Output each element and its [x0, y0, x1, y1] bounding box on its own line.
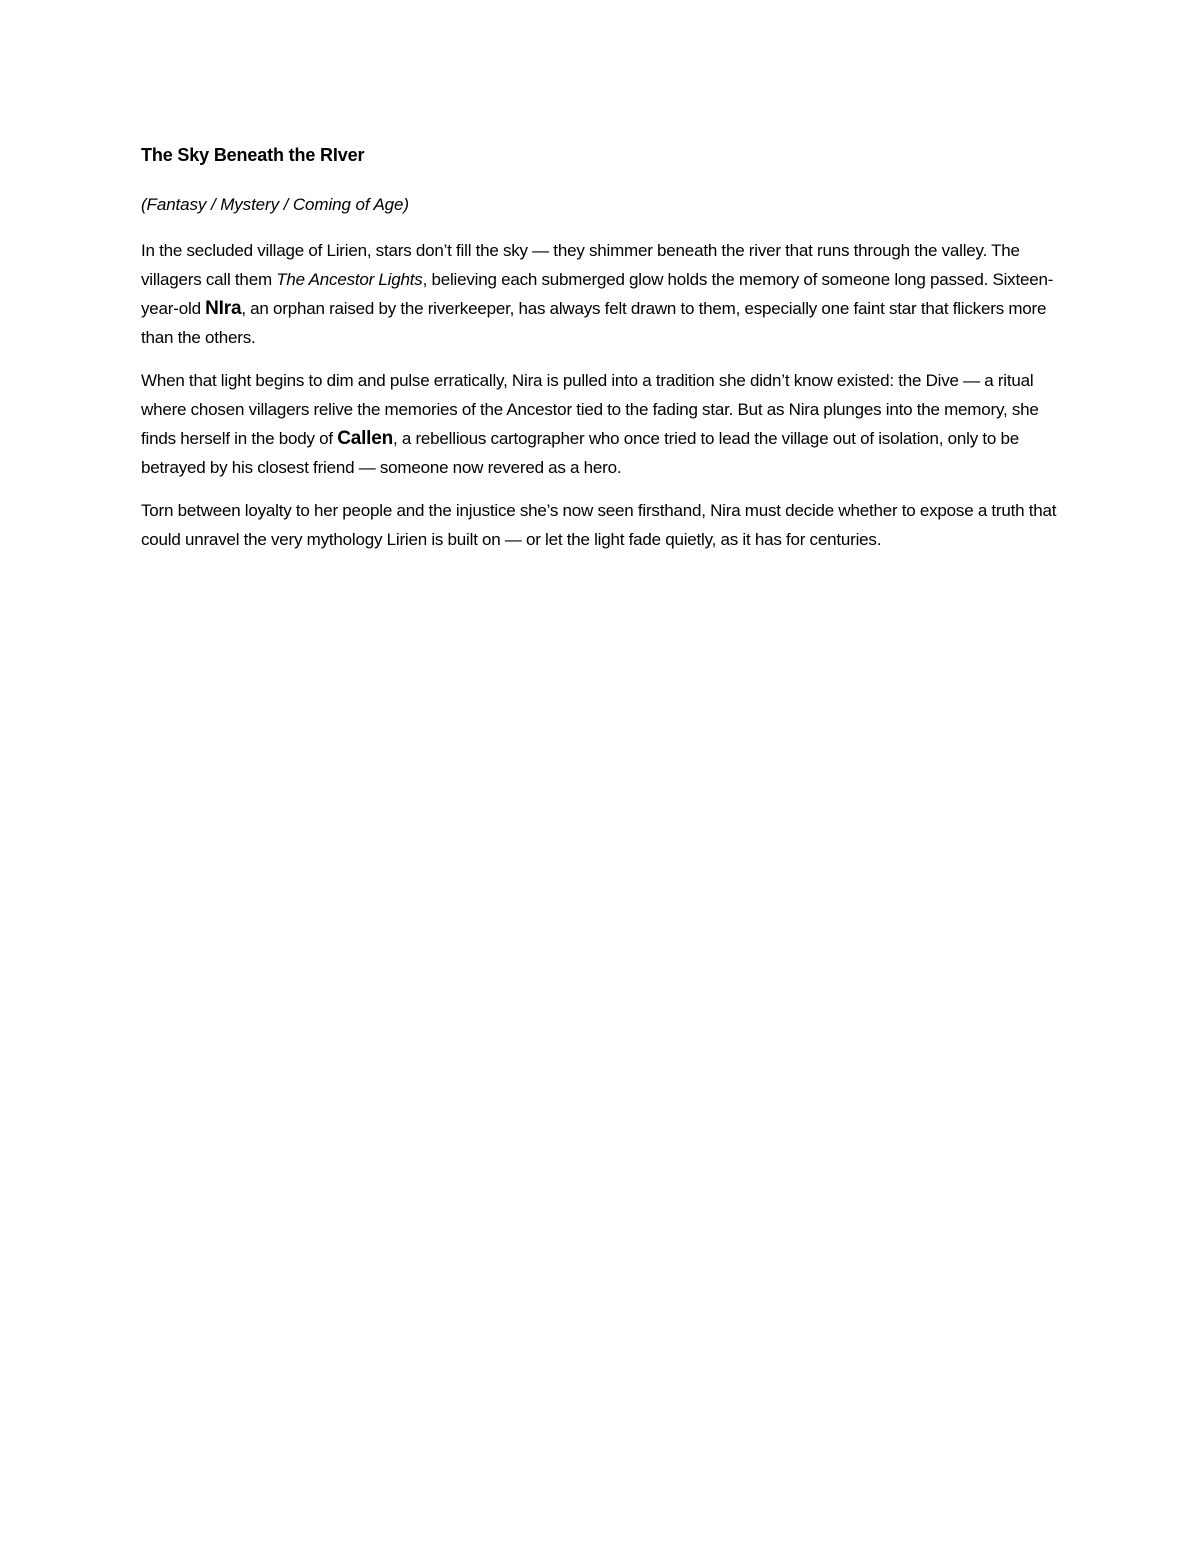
document-title: The Sky Beneath the RIver [141, 145, 365, 165]
paragraph-1-text-b: , believing each submerged glow holds the memory of someone long passed. Sixteen-year-old [141, 270, 1054, 318]
paragraph-2-text-a: When that light begins to dim and pulse erratically, Nira is pulled into a tradition she didn’t know existed: the Dive — a ritual where chosen villagers relive the memories of the Ancestor tied to the fading star. But as Nira plunges into the memory, she finds herself in the body of [141, 371, 1039, 448]
paragraph-1-text-c: , an orphan raised by the riverkeeper, has always felt drawn to them, especially one faint star that flickers more than the others. [141, 299, 1047, 347]
paragraph-2 [141, 366, 1061, 482]
genre-line: (Fantasy / Mystery / Coming of Age) [141, 195, 409, 214]
paragraph-3: Torn between loyalty to her people and the injustice she’s now seen firsthand, Nira must decide whether to expose a truth that could unravel the very mythology Lirien is built on — or let the light fade quietly, as it has for centuries. [141, 501, 1057, 549]
ancestor-lights-phrase: The Ancestor Lights [276, 270, 423, 289]
document-body [141, 140, 1061, 568]
character-name-callen: Callen [337, 428, 394, 449]
paragraph-2-text-b: , a rebellious cartographer who once tried to lead the village out of isolation, only to be betrayed by his closest friend — someone now revered as a hero. [141, 429, 1019, 477]
character-name-nira: NIra [205, 298, 242, 319]
paragraph-1 [141, 236, 1061, 352]
paragraph-1-text-a: In the secluded village of Lirien, stars don’t fill the sky — they shimmer beneath the river that runs through the valley. The villagers call them [141, 241, 1020, 289]
